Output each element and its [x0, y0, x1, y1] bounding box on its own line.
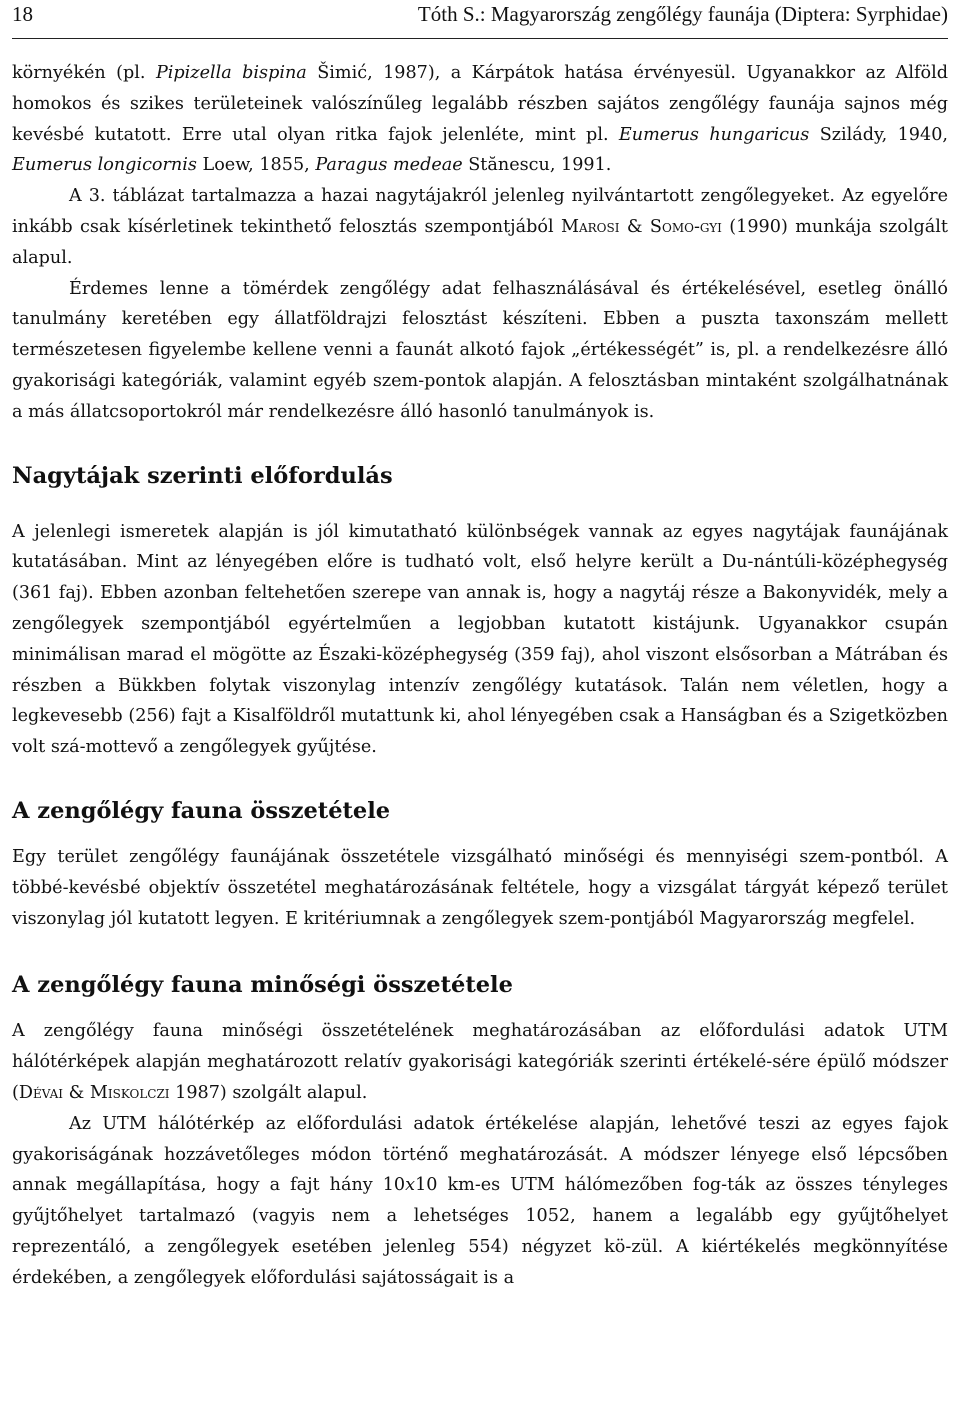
paragraph-2	[12, 181, 948, 273]
section-heading-minosegi: A zengőlégy fauna minőségi összetétele	[12, 972, 513, 999]
paragraph-3: Érdemes lenne a tömérdek zengőlégy adat felhasználásával és értékelésével, esetleg önálló tanulmány keretében egy állatföldrajzi felosztást készíteni. Ebben a puszta taxonszám mellett természetesen figyelembe kellene venni a faunát alkotó fajok „értékességét” is, pl. a rendelkezésre álló gyakorisági kategóriák, valamint egyéb szem-pontok alapján. A felosztásban mintaként szolgálhatnának a más állatcsoportokról már rendelkezésre álló hasonló tanulmányok is.	[12, 278, 948, 422]
text-run: 1987) szolgált alapul.	[169, 1082, 368, 1103]
text-run: x	[405, 1175, 416, 1196]
text-run: &	[63, 1082, 90, 1103]
running-header	[12, 0, 948, 39]
body-text	[12, 58, 948, 1294]
species-name: Paragus medeae	[315, 155, 463, 176]
text-run: (1990) munkája szolgált alapul.	[12, 216, 948, 268]
species-name: Pipizella bispina	[155, 63, 307, 83]
page-number: 18	[12, 2, 33, 26]
paragraph-nagytajak: A jelenlegi ismeretek alapján is jól kimutatható különbségek vannak az egyes nagytájak faunájának kutatásában. Mint az lényegében előre is tudható volt, első helyre került a Du-nántúli-középhegység (361 faj). Ebben azonban feltehetően szerepe van annak is, hogy a nagytáj része a Bakonyvidék, mely a zengőlegyek szempontjából egyértelműen a legjobban kutatott kistájunk. Ugyanakkor csupán minimálisan marad el mögötte az Északi-középhegység (359 faj), ahol viszont elsősorban a Mátrában és részben a Bükkben folytak viszonylag intenzív zengőlégy kutatások. Talán nem véletlen, hogy a legkevesebb (256) fajt a Kisalföldről mutattunk ki, ahol lényegében csak a Hanságban és a Szigetközben volt szá-mottevő a zengőlegyek gyűjtése.	[12, 521, 948, 758]
section-heading-osszetetel: A zengőlégy fauna összetétele	[12, 797, 391, 824]
text-run: környékén (pl.	[12, 63, 156, 83]
section-heading-nagytajak: Nagytájak szerinti előfordulás	[12, 462, 393, 489]
author-name: Miskolczi	[89, 1082, 170, 1103]
text-run: A zengőlégy fauna minőségi összetételének meghatározásában az előfordulási adatok UTM hálótérképek alapján meghatározott relatív gyakorisági kategóriák szerinti értékelé-sére épülő módszer (	[12, 1021, 948, 1103]
species-name: Eumerus longicornis	[12, 155, 197, 176]
paragraph-minosegi-1	[12, 1016, 948, 1108]
text-run: Šimić, 1987), a Kárpátok hatása érvényesül. Ugyanakkor az Alföld homokos és szikes területeinek valószínűleg legalább részben sajátos zengőlégy faunája sajnos még kevésbé kutatott. Erre utal olyan ritka fajok jelenléte, mint pl.	[12, 63, 948, 145]
text-run: Stănescu, 1991.	[462, 155, 612, 176]
text-run: &	[619, 216, 650, 237]
author-name: Dévai	[18, 1082, 63, 1103]
author-name: Somo-gyi	[649, 216, 722, 237]
text-run: A 3. táblázat tartalmazza a hazai nagytájakról jelenleg nyilvántartott zengőlegyeket. Az egyelőre inkább csak kísérletinek tekinthető felosztás szempontjából	[12, 186, 948, 237]
species-name: Eumerus hungaricus	[618, 124, 810, 145]
paragraph-1	[12, 58, 948, 181]
running-title: Tóth S.: Magyarország zengőlégy faunája (Diptera: Syrphidae)	[417, 2, 948, 26]
paragraph-minosegi-2	[12, 1109, 948, 1294]
author-name: Marosi	[560, 216, 620, 237]
paragraph-osszetetel: Egy terület zengőlégy faunájának összetétele vizsgálható minőségi és mennyiségi szem-pontból. A többé-kevésbé objektív összetétel meghatározásának feltétele, hogy a vizsgálat tárgyát képező terület viszonylag jól kutatott legyen. E kritériumnak a zengőlegyek szem-pontjából Magyarország megfelel.	[12, 846, 948, 929]
text-run: Loew, 1855,	[196, 155, 316, 176]
text-run: Szilády, 1940,	[809, 124, 948, 145]
text-run: 10 km-es UTM hálómezőben fog-ták az összes tényleges gyűjtőhelyet tartalmazó (vagyis nem a lehetséges 1052, hanem a legalább egy gyűjtőhelyet reprezentáló, a zengőlegyek esetében jelenleg 554) négyzet kö-zül. A kiértékelés megkönnyítése érdekében, a zengőlegyek előfordulási sajátosságait is a	[12, 1175, 948, 1288]
text-run: Az UTM hálótérkép az előfordulási adatok értékelése alapján, lehetővé teszi az egyes fajok gyakoriságának hozzávetőleges módon történő meghatározását. A módszer lényege első lépcsőben annak megállapítása, hogy a fajt hány 10	[12, 1113, 948, 1196]
